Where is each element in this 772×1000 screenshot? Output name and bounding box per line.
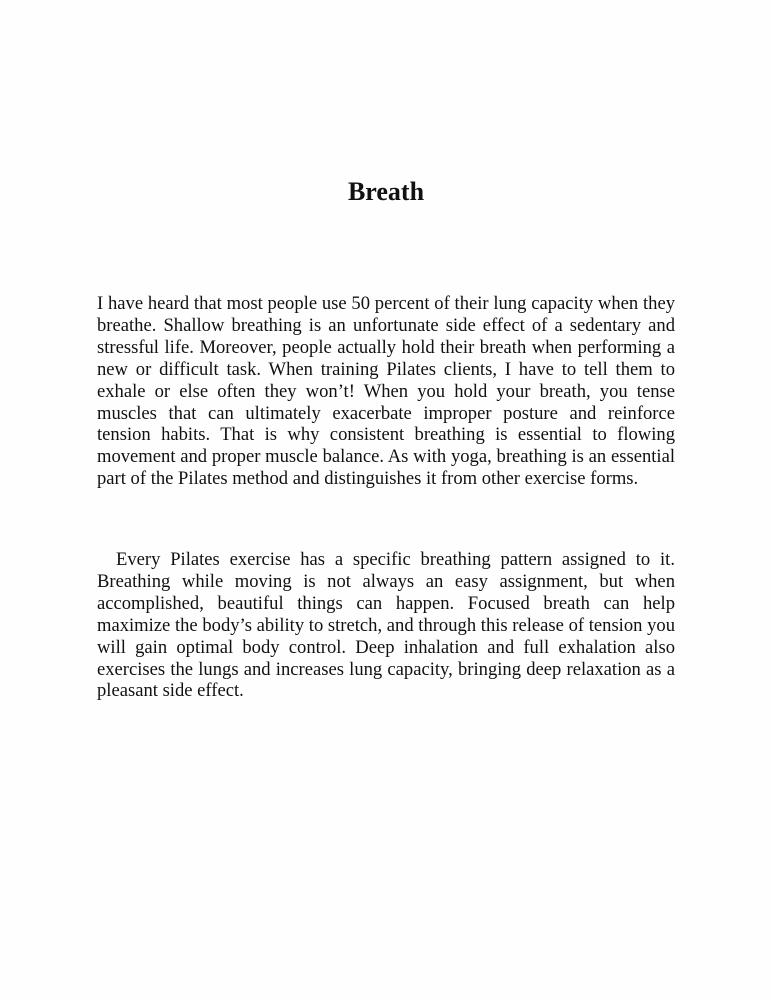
body-paragraph-2: Every Pilates exercise has a specific breathing pattern assigned to it. Breathing while moving is not always an easy assignment, but when accomplished, beautiful things can happen. Focused breath can help maximize the body’s ability to stretch, and through this release of tension you will gain optimal body control. Deep inhalation and full exhalation also exercises the lungs and increases lung capacity, bringing deep relaxation as a pleasant side effect. [97, 549, 675, 702]
chapter-title: Breath [347, 177, 425, 206]
body-paragraph-1: I have heard that most people use 50 percent of their lung capacity when they breathe. Shallow breathing is an unfortunate side effect of a sedentary and stressful life. Moreover, people actually hold their breath when performing a new or difficult task. When training Pilates clients, I have to tell them to exhale or else often they won’t! When you hold your breath, you tense muscles that can ultimately exacerbate improper posture and reinforce tension habits. That is why consistent breathing is essential to flowing movement and proper muscle balance. As with yoga, breathing is an essential part of the Pilates method and distinguishes it from other exercise forms. [97, 293, 675, 490]
